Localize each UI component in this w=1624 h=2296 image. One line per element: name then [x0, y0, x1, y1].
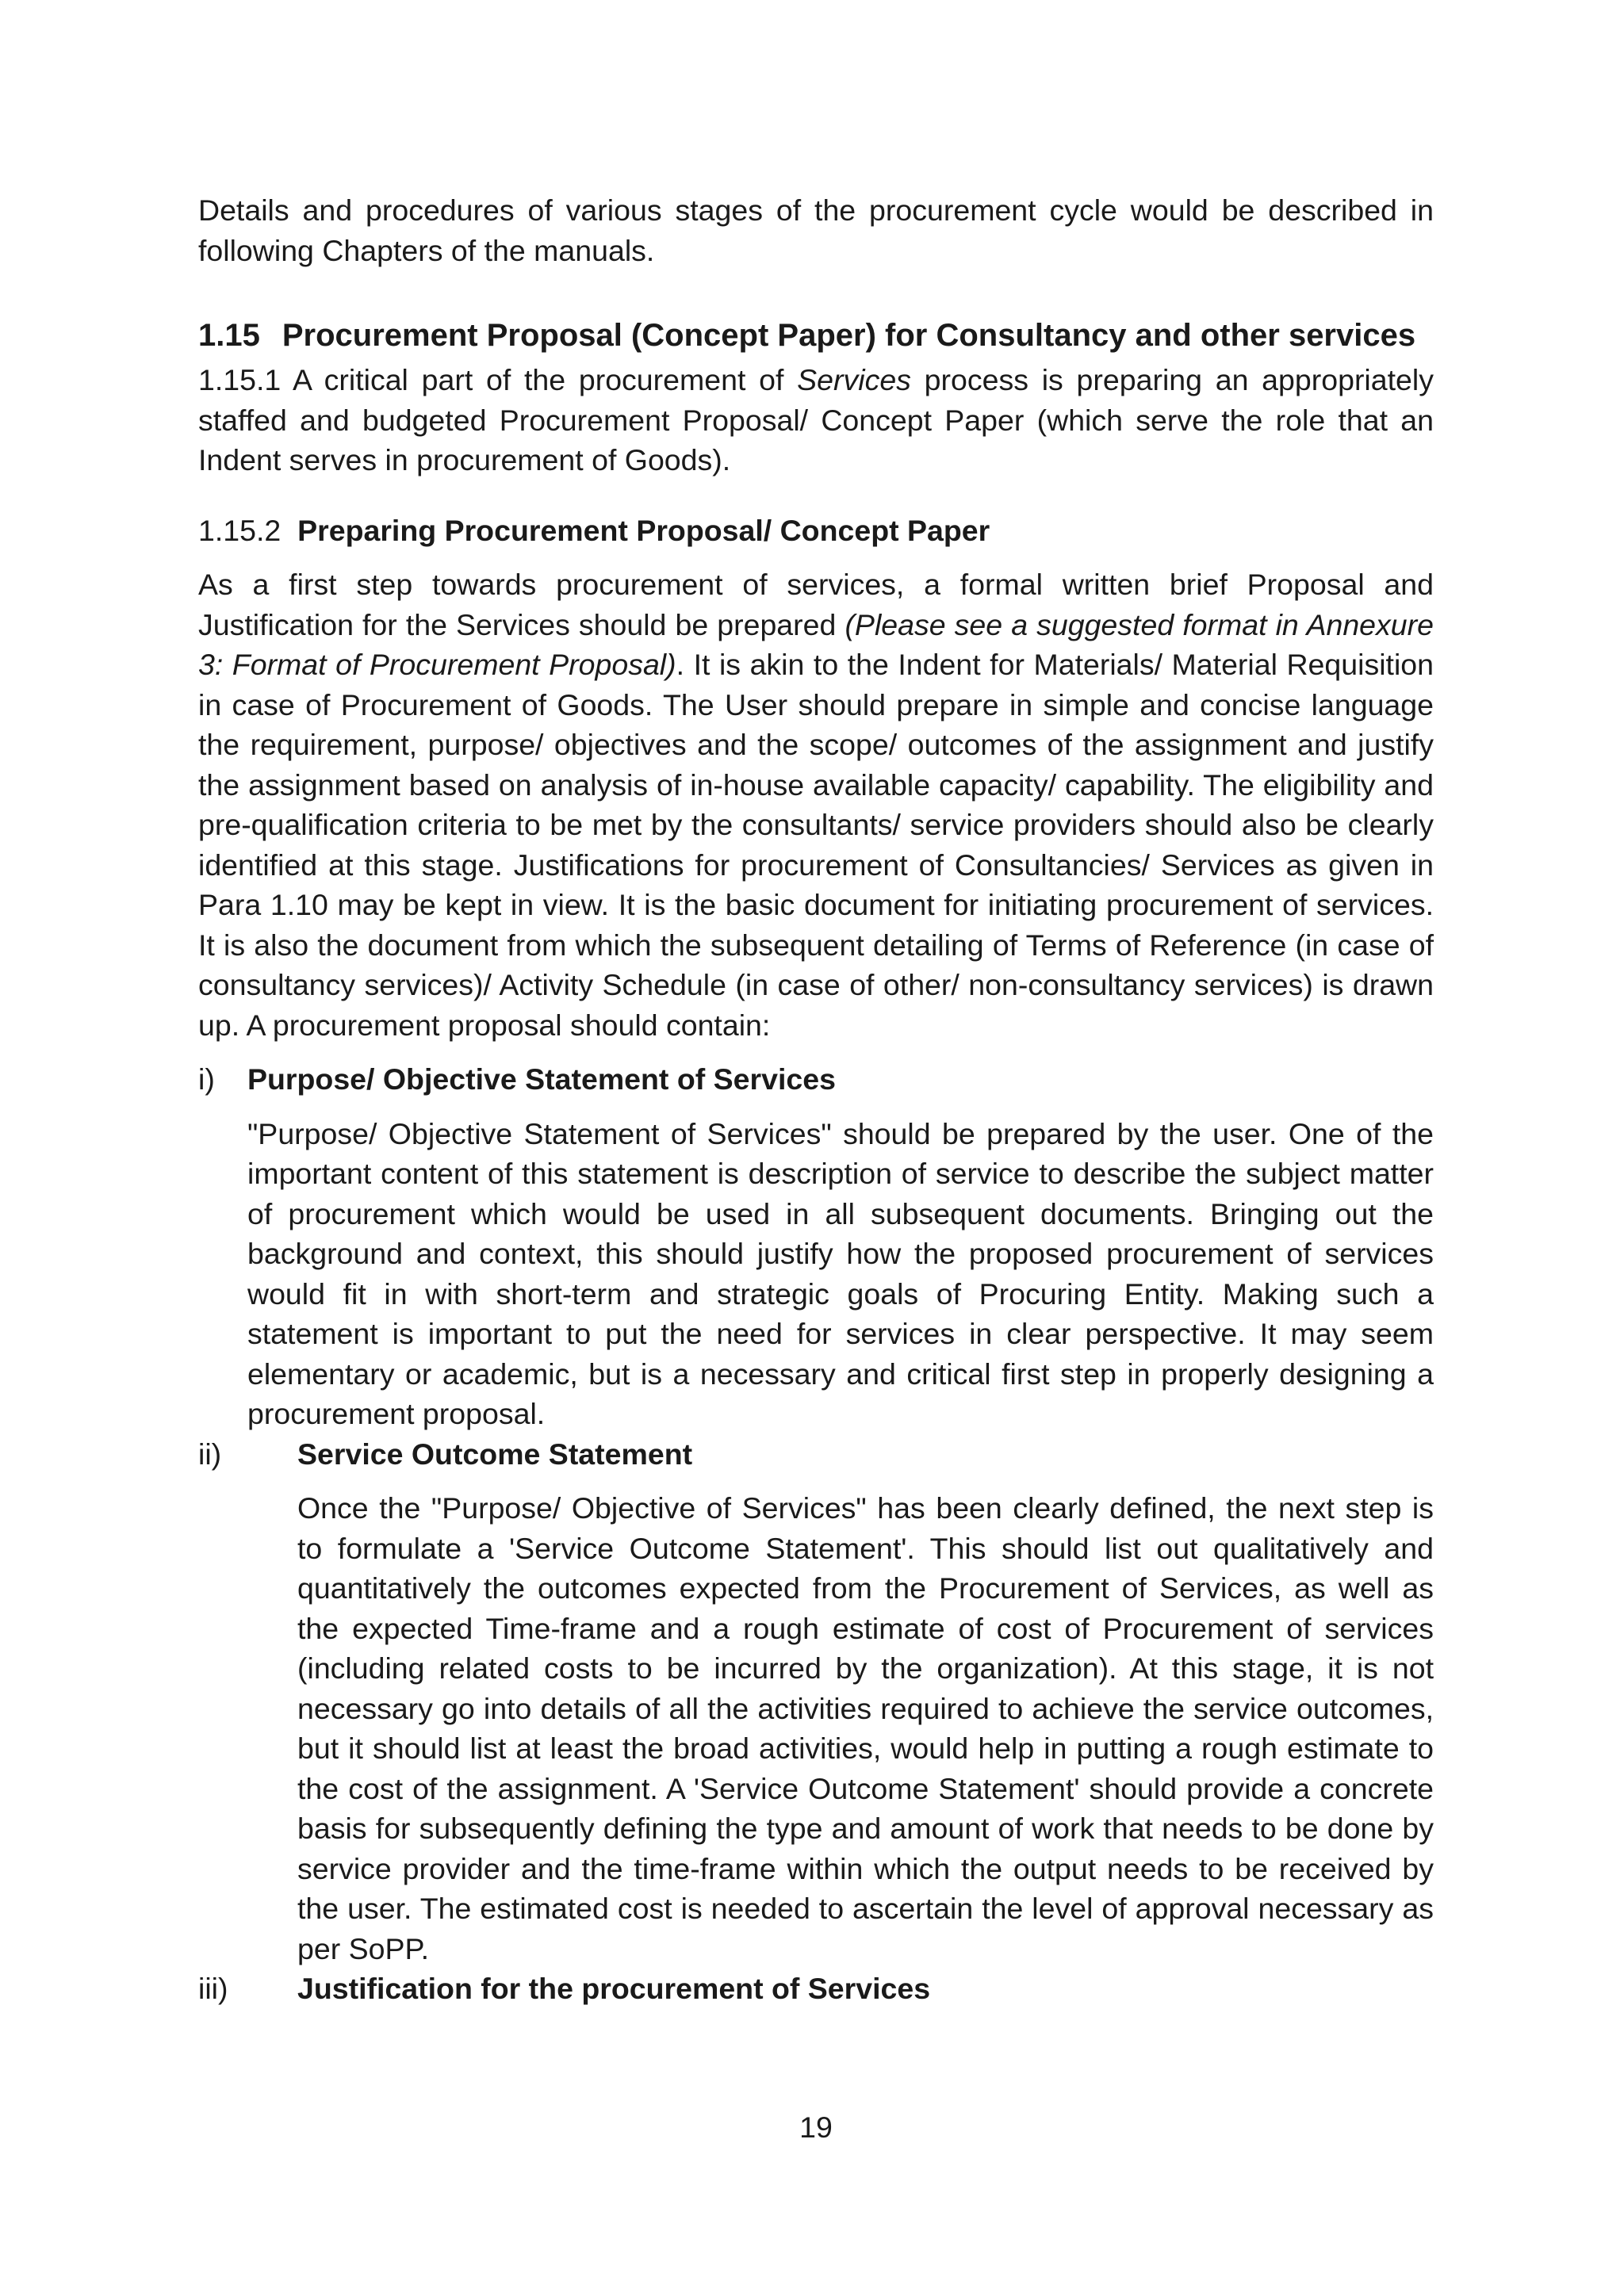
list-item-title-ii: Service Outcome Statement	[297, 1437, 693, 1471]
paragraph-1-15-2	[198, 564, 1434, 1045]
paragraph-1-15-2-italic: (Please see a suggested format in Annexure 3: Format of Procurement Proposal)	[198, 607, 1434, 681]
list-item-heading-i	[198, 1059, 1434, 1100]
section-title: Procurement Proposal (Concept Paper) for Consultancy and other services	[282, 318, 1416, 353]
paragraph-1-15-1-number: 1.15.1	[198, 363, 282, 396]
paragraph-1-15-2-text-after: . It is akin to the Indent for Materials/ Material Requisition in case of Procurement of Goods. The User should prepare in simple and concise language the requirement, purpose/ objectives and the scope/ outcomes of the assignment and justify the assignment based on analysis of in-house available capacity/ capability. The eligibility and pre-qualification criteria to be met by the consultants/ service providers should also be clearly identified at this stage. Justifications for procurement of Consultancies/ Services as given in Para 1.10 may be kept in view. It is the basic document for initiating procurement of services. It is also the document from which the subsequent detailing of Terms of Reference (in case of consultancy services)/ Activity Schedule (in case of other/ non-consultancy services) is drawn up. A procurement proposal should contain:	[198, 648, 1434, 1042]
list-marker-iii: iii)	[198, 1972, 228, 2005]
list-item-heading-ii	[198, 1434, 1434, 1475]
paragraph-1-15-1-italic: Services	[797, 363, 911, 396]
subsection-number-1-15-2: 1.15.2	[198, 513, 282, 547]
section-number: 1.15	[198, 318, 260, 353]
list-item-heading-iii	[198, 1969, 1434, 2009]
list-marker-i: i)	[198, 1062, 215, 1096]
document-page	[198, 190, 1434, 2023]
intro-paragraph: Details and procedures of various stages of the procurement cycle would be described in following Chapters of the manuals.	[198, 193, 1434, 267]
list-item-title-iii: Justification for the procurement of Services	[297, 1972, 931, 2005]
paragraph-1-15-1-text-after: process is preparing an appropriately staffed and budgeted Procurement Proposal/ Concept Paper (which serve the role that an Indent serves in procurement of Goods).	[198, 363, 1434, 476]
list-marker-ii: ii)	[198, 1437, 222, 1471]
list-item-title-i: Purpose/ Objective Statement of Services	[247, 1062, 836, 1096]
subsection-title-1-15-2: Preparing Procurement Proposal/ Concept Paper	[297, 513, 990, 547]
list-item-text-ii: Once the "Purpose/ Objective of Services" has been clearly defined, the next step is to formulate a 'Service Outcome Statement'. This should list out qualitatively and quantitatively the outcomes expected from the Procurement of Services, as well as the expected Time-frame and a rough estimate of cost of Procurement of services (including related costs to be incurred by the organization). At this stage, it is not necessary go into details of all the activities required to achieve the service outcomes, but it should list at least the broad activities, would help in putting a rough estimate to the cost of the assignment. A 'Service Outcome Statement' should provide a concrete basis for subsequently defining the type and amount of work that needs to be done by service provider and the time-frame within which the output needs to be received by the user. The estimated cost is needed to ascertain the level of approval necessary as per SoPP.	[297, 1491, 1434, 1965]
subsection-heading-1-15-2	[198, 511, 1434, 551]
paragraph-1-15-2-text-before: As a first step towards procurement of services, a formal written brief Proposal and Justification for the Services should be prepared	[198, 568, 1434, 641]
list-item-text-i: "Purpose/ Objective Statement of Services" should be prepared by the user. One of the important content of this statement is description of service to describe the subject matter of procurement which would be used in all subsequent documents. Bringing out the background and context, this should justify how the proposed procurement of services would fit in with short-term and strategic goals of Procuring Entity. Making such a statement is important to put the need for services in clear perspective. It may seem elementary or academic, but is a necessary and critical first step in properly designing a procurement proposal.	[247, 1116, 1434, 1430]
paragraph-1-15-1	[198, 360, 1434, 480]
page-number: 19	[799, 2110, 833, 2144]
section-heading	[198, 314, 1434, 357]
paragraph-1-15-1-text-before: A critical part of the procurement of	[292, 363, 798, 396]
